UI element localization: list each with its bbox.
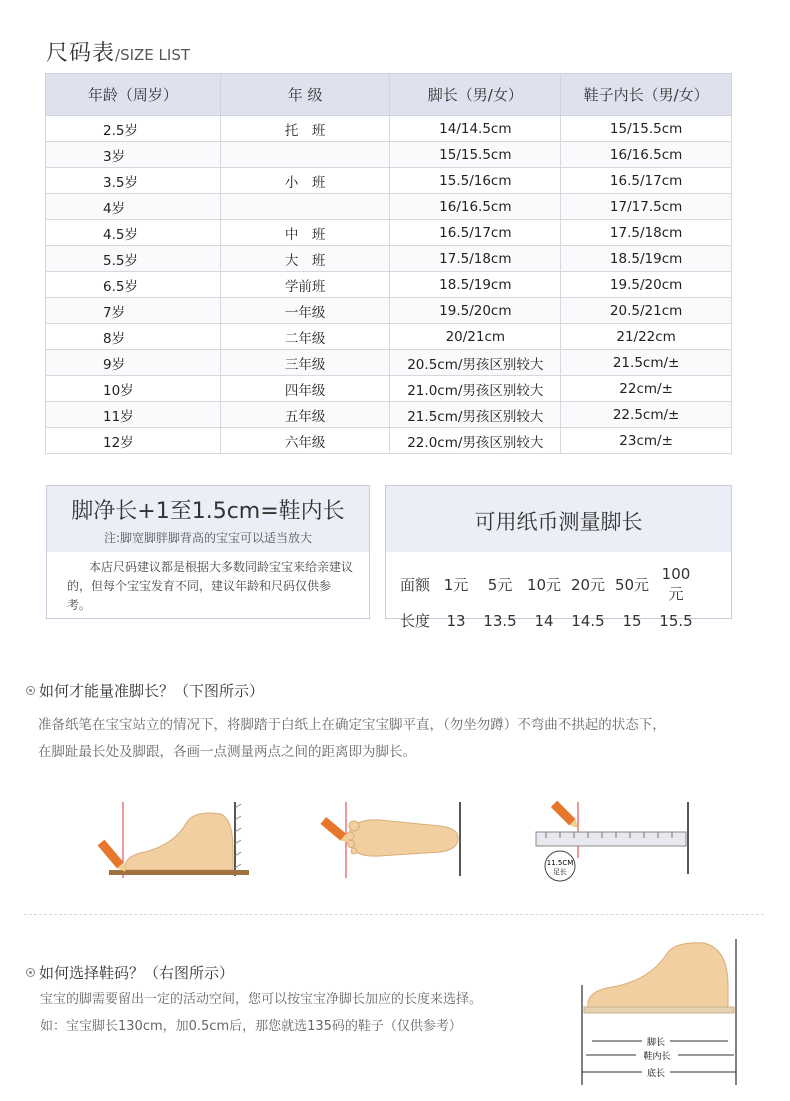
header-cell: 鞋子内长（男/女） [561, 74, 732, 116]
table-row [46, 246, 732, 272]
table-cell: 19.5/20cm [390, 298, 561, 324]
coins-headline: 可用纸币测量脚长 [386, 486, 731, 552]
table-row [46, 194, 732, 220]
table-row [46, 116, 732, 142]
table-cell: 18.5/19cm [390, 272, 561, 298]
table-cell: 六年级 [220, 428, 390, 454]
table-cell: 21.5cm/± [561, 350, 732, 376]
coin-cell: 50元 [614, 576, 650, 594]
table-row [46, 272, 732, 298]
coin-cell: 面额 [400, 576, 431, 594]
coin-cell: 13 [446, 611, 466, 630]
table-cell: 2.5岁 [46, 116, 221, 142]
table-cell: 15.5/16cm [390, 168, 561, 194]
table-cell [220, 142, 390, 168]
formula-body: 本店尺码建议都是根据大多数同龄宝宝来给亲建议的，但每个宝宝发育不同，建议年龄和尺码仅供参考。 [67, 560, 354, 612]
table-cell: 三年级 [220, 350, 390, 376]
coin-cell: 1元 [443, 576, 469, 594]
table-row [46, 402, 732, 428]
divider [24, 914, 764, 915]
pencil-icon [551, 801, 581, 831]
table-cell: 16/16.5cm [561, 142, 732, 168]
coins-row-length [396, 607, 698, 634]
table-row [46, 168, 732, 194]
pencil-icon [320, 817, 352, 846]
table-cell: 16/16.5cm [390, 194, 561, 220]
table-cell: 17/17.5cm [561, 194, 732, 220]
table-cell [220, 194, 390, 220]
section1-line1: 准备纸笔在宝宝站立的情况下，将脚踏于白纸上在确定宝宝脚平直，（勿坐勿蹲）不弯曲不拱起的状态下， [38, 717, 666, 733]
coin-cell: 长度 [400, 612, 431, 630]
table-cell: 11岁 [46, 402, 221, 428]
ruler-label-2: 足长 [553, 868, 567, 876]
coin-cell: 14.5 [571, 611, 605, 630]
table-cell: 五年级 [220, 402, 390, 428]
table-cell: 一年级 [220, 298, 390, 324]
bullet-icon [26, 686, 35, 695]
table-row [46, 376, 732, 402]
table-cell: 21/22cm [561, 324, 732, 350]
ruler-illustration [530, 798, 700, 888]
table-cell: 3.5岁 [46, 168, 221, 194]
table-cell: 小 班 [220, 168, 390, 194]
table-row [46, 298, 732, 324]
table-cell: 18.5/19cm [561, 246, 732, 272]
section2-line1: 宝宝的脚需要留出一定的活动空间，您可以按宝宝净脚长加应的长度来选择。 [40, 992, 483, 1007]
section2-heading [26, 962, 234, 983]
coins-row-denomination [396, 562, 698, 607]
pencil-icon [98, 840, 129, 875]
table-cell: 21.5cm/男孩区别较大 [390, 402, 561, 428]
coin-cell: 20元 [570, 576, 606, 594]
section1-para [38, 712, 666, 766]
coin-cell: 14 [534, 611, 554, 630]
table-cell: 学前班 [220, 272, 390, 298]
coins-table [396, 562, 698, 634]
table-cell: 二年级 [220, 324, 390, 350]
header-cell: 年龄（周岁） [46, 74, 221, 116]
table-row [46, 324, 732, 350]
table-cell: 14/14.5cm [390, 116, 561, 142]
table-cell: 四年级 [220, 376, 390, 402]
floor [109, 870, 249, 875]
size-table [45, 73, 732, 454]
coin-cell: 100元 [661, 565, 691, 603]
coin-cell: 15 [622, 611, 642, 630]
formula-box [46, 485, 370, 619]
section2-para [40, 986, 482, 1040]
table-cell: 19.5/20cm [561, 272, 732, 298]
formula-headline: 脚净长+1至1.5cm=鞋内长 [71, 499, 345, 524]
table-cell: 15/15.5cm [390, 142, 561, 168]
coin-cell: 10元 [526, 576, 562, 594]
section1-heading [26, 680, 264, 701]
table-cell: 16.5/17cm [561, 168, 732, 194]
table-row [46, 142, 732, 168]
label-sole-length: 底长 [646, 1069, 666, 1079]
coin-cell: 13.5 [483, 611, 517, 630]
coins-box [385, 485, 732, 630]
table-cell: 4.5岁 [46, 220, 221, 246]
ruler-label-1: 11.5CM [546, 859, 574, 867]
foot-shape [348, 820, 458, 856]
section2-heading-text: 如何选择鞋码？（右图所示） [39, 964, 235, 982]
formula-note: 注:脚宽脚胖脚背高的宝宝可以适当放大 [103, 531, 313, 545]
foot-shape [588, 943, 728, 1007]
table-cell: 21.0cm/男孩区别较大 [390, 376, 561, 402]
table-cell: 17.5/18cm [390, 246, 561, 272]
table-cell: 托 班 [220, 116, 390, 142]
table-cell: 15/15.5cm [561, 116, 732, 142]
table-cell: 中 班 [220, 220, 390, 246]
table-cell: 7岁 [46, 298, 221, 324]
foot-top-illustration [320, 798, 470, 880]
table-cell: 22.5cm/± [561, 402, 732, 428]
ruler [536, 832, 686, 846]
table-cell: 10岁 [46, 376, 221, 402]
coin-cell: 5元 [487, 576, 513, 594]
table-cell: 大 班 [220, 246, 390, 272]
foot-side-illustration [95, 798, 255, 880]
label-inner-length: 鞋内长 [643, 1052, 671, 1062]
table-cell: 20/21cm [390, 324, 561, 350]
shoe-length-illustration [578, 935, 748, 1090]
label-foot-length: 脚长 [646, 1038, 666, 1048]
foot-shape [125, 813, 233, 870]
table-cell: 22cm/± [561, 376, 732, 402]
table-cell: 20.5/21cm [561, 298, 732, 324]
section2-line2: 如：宝宝脚长130cm，加0.5cm后，那您就选135码的鞋子（仅供参考） [40, 1019, 462, 1034]
table-row [46, 220, 732, 246]
table-cell: 12岁 [46, 428, 221, 454]
table-cell: 3岁 [46, 142, 221, 168]
formula-header [47, 486, 369, 552]
table-cell: 20.5cm/男孩区别较大 [390, 350, 561, 376]
size-table-header [46, 74, 732, 116]
table-cell: 23cm/± [561, 428, 732, 454]
table-cell: 4岁 [46, 194, 221, 220]
table-cell: 9岁 [46, 350, 221, 376]
header-cell: 脚长（男/女） [390, 74, 561, 116]
table-cell: 5.5岁 [46, 246, 221, 272]
coin-cell: 15.5 [659, 611, 693, 630]
section1-line2: 在脚趾最长处及脚跟，各画一点测量两点之间的距离即为脚长。 [38, 744, 416, 760]
table-cell: 16.5/17cm [390, 220, 561, 246]
table-cell: 6.5岁 [46, 272, 221, 298]
header-cell: 年 级 [220, 74, 390, 116]
page-title [46, 36, 190, 67]
section1-heading-text: 如何才能量准脚长？（下图所示） [39, 682, 265, 700]
title-cn: 尺码表 [46, 41, 116, 66]
table-cell: 22.0cm/男孩区别较大 [390, 428, 561, 454]
table-row [46, 428, 732, 454]
table-cell: 8岁 [46, 324, 221, 350]
table-cell: 17.5/18cm [561, 220, 732, 246]
title-en: /SIZE LIST [115, 46, 191, 64]
table-row [46, 350, 732, 376]
size-table-body [46, 116, 732, 454]
bullet-icon [26, 968, 35, 977]
